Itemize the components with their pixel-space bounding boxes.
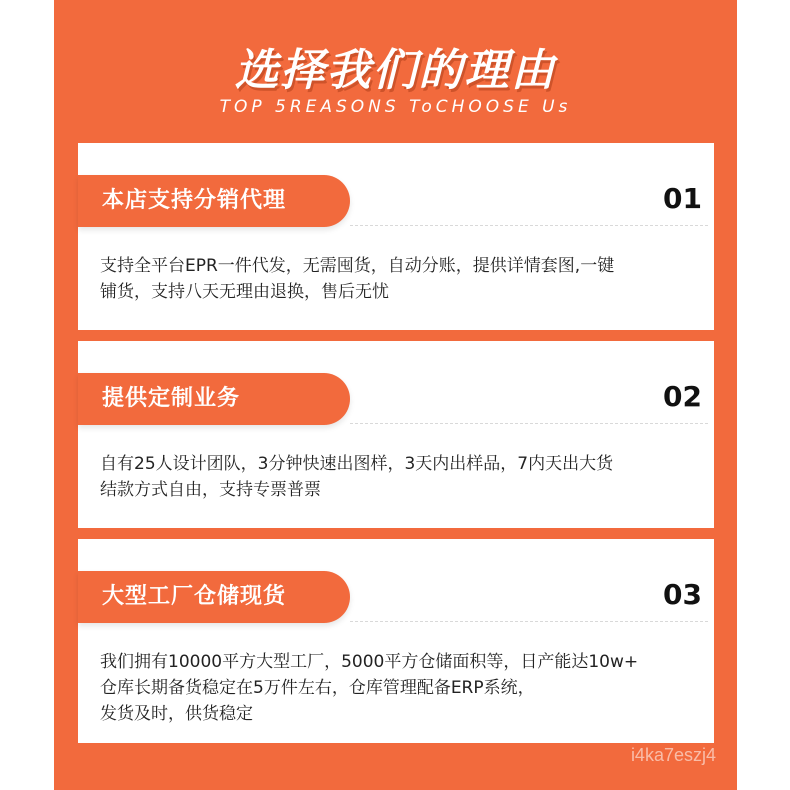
reason-tag-3 (78, 571, 350, 623)
dashed-divider (350, 225, 708, 226)
dashed-divider (350, 423, 708, 424)
reason-tag-1 (78, 175, 350, 227)
description-line: 发货及时，供货稳定 (100, 704, 253, 724)
description-line: 铺货，支持八天无理由退换，售后无忧 (100, 282, 389, 302)
orange-panel (54, 0, 737, 790)
description-line: 支持全平台EPR一件代发，无需囤货，自动分账，提供详情套图,一键 (100, 256, 615, 276)
page-title: 选择我们的理由 (234, 45, 557, 96)
reason-number: 01 (663, 182, 702, 215)
reason-number: 02 (663, 380, 702, 413)
reason-card-3 (78, 539, 714, 743)
dashed-divider (350, 621, 708, 622)
reason-number: 03 (663, 578, 702, 611)
reason-description (100, 451, 704, 503)
description-line: 结款方式自由，支持专票普票 (100, 480, 321, 500)
reason-card-1 (78, 143, 714, 330)
reason-tag-2 (78, 373, 350, 425)
description-line: 仓库长期备货稳定在5万件左右，仓库管理配备ERP系统， (100, 678, 535, 698)
reason-card-2 (78, 341, 714, 528)
watermark-text: i4ka7eszj4 (630, 745, 716, 765)
reason-description (100, 253, 704, 305)
page-subtitle: TOP 5REASONS ToCHOOSE Us (219, 97, 572, 117)
description-line: 我们拥有10000平方大型工厂，5000平方仓储面积等，日产能达10w+ (100, 652, 639, 672)
reason-tag-label: 大型工厂仓储现货 (102, 584, 287, 609)
reason-tag-label: 提供定制业务 (102, 386, 241, 411)
description-line: 自有25人设计团队，3分钟快速出图样，3天内出样品，7内天出大货 (100, 454, 614, 474)
reason-tag-label: 本店支持分销代理 (102, 188, 287, 213)
reason-description (100, 649, 704, 727)
